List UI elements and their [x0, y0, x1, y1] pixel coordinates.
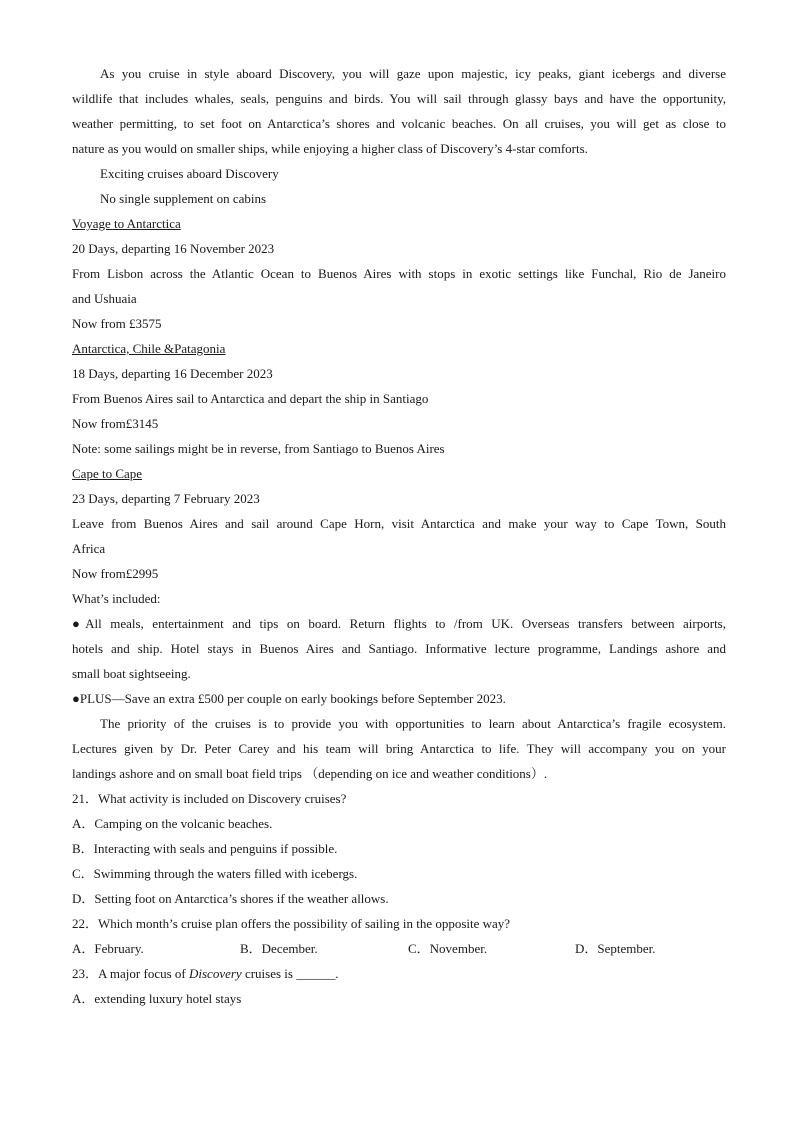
question-stem: [72, 961, 726, 986]
voyage-chile-patagonia: [72, 336, 726, 461]
included-bullet: hotels and ship. Hotel stays in Buenos Aires and Santiago. Informative lecture programme, Landings ashore and: [72, 641, 726, 656]
voyage-price: Now from £3575: [72, 316, 162, 331]
question-stem: 21．What activity is included on Discovery cruises?: [72, 791, 347, 806]
voyage-antarctica: [72, 211, 726, 336]
voyage-price: Now from£3145: [72, 416, 159, 431]
feature-item: Exciting cruises aboard Discovery: [100, 166, 279, 181]
voyage-description: and Ushuaia: [72, 291, 137, 306]
option-c: C．November.: [408, 941, 488, 956]
text-line: weather permitting, to set foot on Antarctica’s shores and volcanic beaches. On all cruises, you will get as close to: [72, 116, 726, 131]
included-heading: What’s included:: [72, 591, 161, 606]
option-d: D．Setting foot on Antarctica’s shores if the weather allows.: [72, 891, 389, 906]
document-page: [72, 61, 726, 1011]
included-bullet: ●PLUS—Save an extra £500 per couple on early bookings before September 2023.: [72, 691, 506, 706]
option-a: A．February.: [72, 941, 144, 956]
option-d: D．September.: [575, 941, 656, 956]
stem-text: cruises is ______.: [241, 966, 339, 981]
voyage-description: From Lisbon across the Atlantic Ocean to Buenos Aires with stops in exotic settings like Funchal, Rio de Janeiro: [72, 266, 726, 281]
text-line: nature as you would on smaller ships, while enjoying a higher class of Discovery’s 4-star comforts.: [72, 141, 588, 156]
option-c: C．Swimming through the waters filled with icebergs.: [72, 866, 358, 881]
included-bullet: ●All meals, entertainment and tips on board. Return flights to /from UK. Overseas transfers between airports,: [72, 616, 726, 631]
option-b: B．Interacting with seals and penguins if possible.: [72, 841, 338, 856]
voyage-duration: 18 Days, departing 16 December 2023: [72, 366, 273, 381]
voyage-duration: 23 Days, departing 7 February 2023: [72, 491, 260, 506]
voyage-title: Cape to Cape: [72, 466, 143, 481]
voyage-description: Leave from Buenos Aires and sail around Cape Horn, visit Antarctica and make your way to Cape Town, South: [72, 516, 726, 531]
option-a: A．Camping on the volcanic beaches.: [72, 816, 273, 831]
option-b: B．December.: [240, 941, 318, 956]
voyage-title: Antarctica, Chile &Patagonia: [72, 341, 226, 356]
voyage-description: From Buenos Aires sail to Antarctica and depart the ship in Santiago: [72, 391, 429, 406]
voyage-description: Africa: [72, 541, 106, 556]
text-line: As you cruise in style aboard Discovery, you will gaze upon majestic, icy peaks, giant icebergs and diverse: [100, 66, 726, 81]
stem-italic: Discovery: [188, 966, 242, 981]
question-22: [72, 911, 726, 961]
text-line: The priority of the cruises is to provide you with opportunities to learn about Antarctica’s fragile ecosystem.: [100, 716, 726, 731]
text-line: Lectures given by Dr. Peter Carey and his team will bring Antarctica to life. They will accompany you on your: [72, 741, 726, 756]
question-stem: 22．Which month’s cruise plan offers the possibility of sailing in the opposite way?: [72, 916, 511, 931]
included-section: [72, 586, 726, 711]
voyage-cape-to-cape: [72, 461, 726, 586]
text-line: landings ashore and on small boat field trips （depending on ice and weather conditions）.: [72, 766, 548, 781]
voyage-title: Voyage to Antarctica: [72, 216, 181, 231]
voyage-note: Note: some sailings might be in reverse, from Santiago to Buenos Aires: [72, 441, 445, 456]
included-bullet: small boat sightseeing.: [72, 666, 191, 681]
option-a: A．extending luxury hotel stays: [72, 991, 242, 1006]
intro-paragraph: [72, 61, 726, 161]
voyage-duration: 20 Days, departing 16 November 2023: [72, 241, 275, 256]
stem-text: 23．A major focus of: [72, 966, 189, 981]
question-23: [72, 961, 726, 1011]
closing-paragraph: [72, 711, 726, 786]
options-row: [72, 936, 726, 961]
question-21: [72, 786, 726, 911]
voyage-price: Now from£2995: [72, 566, 159, 581]
text-line: wildlife that includes whales, seals, penguins and birds. You will sail through glassy bays and have the opportunity,: [72, 91, 726, 106]
feature-item: No single supplement on cabins: [100, 191, 267, 206]
